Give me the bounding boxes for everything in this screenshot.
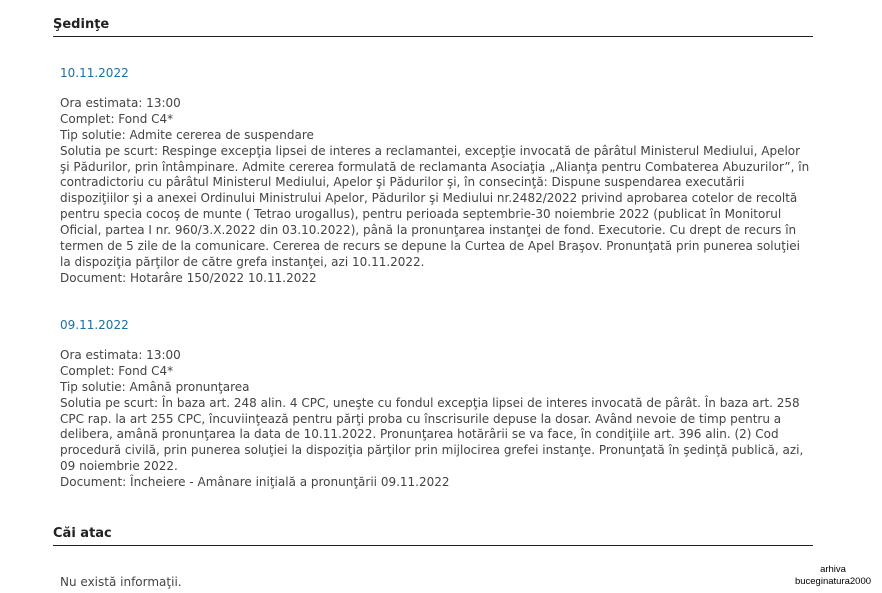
watermark-line-2: buceginatura2000 (794, 576, 872, 587)
session-document: Document: Încheiere - Amânare iniţială a pronunţării 09.11.2022 (60, 475, 450, 490)
session-date-link[interactable]: 10.11.2022 (60, 66, 129, 80)
watermark (776, 564, 882, 588)
session-date-link[interactable]: 09.11.2022 (60, 318, 129, 332)
session-ora: Ora estimata: 13:00 (60, 347, 181, 362)
cai-atac-section-title: Căi atac (53, 526, 813, 546)
watermark-line-1: arhiva (820, 564, 846, 575)
session-solutie-pe-scurt: Solutia pe scurt: În baza art. 248 alin. 4 CPC, uneşte cu fondul excepţia lipsei de interes invocată de pârât. În baza art. 258 CPC rap. la art 255 CPC, încuviinţează pentru părţi proba cu înscrisurile depuse la dosar. Având nevoie de timp pentru a delibera, amână pronunţarea la data de 10.11.2022. Pronunţarea hotărârii se va face, în condiţiile art. 396 alin. (2) Cod procedură civilă, prin punerea soluţiei la dispoziţia părţilor prin mijlocirea grefei instanţe. Pronunţată în şedinţă publică, azi, 09 noiembrie 2022. (60, 395, 804, 474)
session-tip-solutie: Tip solutie: Amână pronunţarea (60, 379, 250, 394)
session-entry (60, 318, 810, 491)
session-tip-solutie: Tip solutie: Admite cererea de suspendare (60, 127, 314, 142)
no-info-message: Nu există informaţii. (60, 575, 182, 589)
session-entry (60, 66, 810, 287)
session-complet: Complet: Fond C4* (60, 363, 174, 378)
session-solutie-pe-scurt: Solutia pe scurt: Respinge excepţia lipsei de interes a reclamantei, excepţie invocată de pârâtul Ministerul Mediului, Apelor şi Pădurilor, prin întâmpinare. Admite cererea formulată de reclamanta Asociaţia „Alianţa pentru Combaterea Abuzurilor”, în contradictoriu cu pârâtul Ministerul Mediului, Apelor şi Pădurilor şi, în consecinţă: Dispune suspendarea executării dispoziţiilor şi a anexei Ordinului Ministrului Apelor, Pădurilor şi Mediului nr.2482/2022 privind aprobarea cotelor de recoltă pentru specia cocoş de munte ( Tetrao urogallus), pentru perioada septembrie-30 noiembrie 2022 (publicat în Monitorul Oficial, partea I nr. 960/3.X.2022 din 03.10.2022), până la pronunţarea instanţei de fond. Executorie. Cu drept de recurs în termen de 5 zile de la comunicare. Cererea de recurs se depune la Curtea de Apel Braşov. Pronunţată prin punerea soluţiei la dispoziţia părţilor de către grefa instanţei, azi 10.11.2022. (60, 143, 810, 269)
session-document: Document: Hotarâre 150/2022 10.11.2022 (60, 270, 317, 285)
session-complet: Complet: Fond C4* (60, 111, 174, 126)
session-ora: Ora estimata: 13:00 (60, 95, 181, 110)
sedinte-section-title: Şedinţe (53, 17, 813, 37)
